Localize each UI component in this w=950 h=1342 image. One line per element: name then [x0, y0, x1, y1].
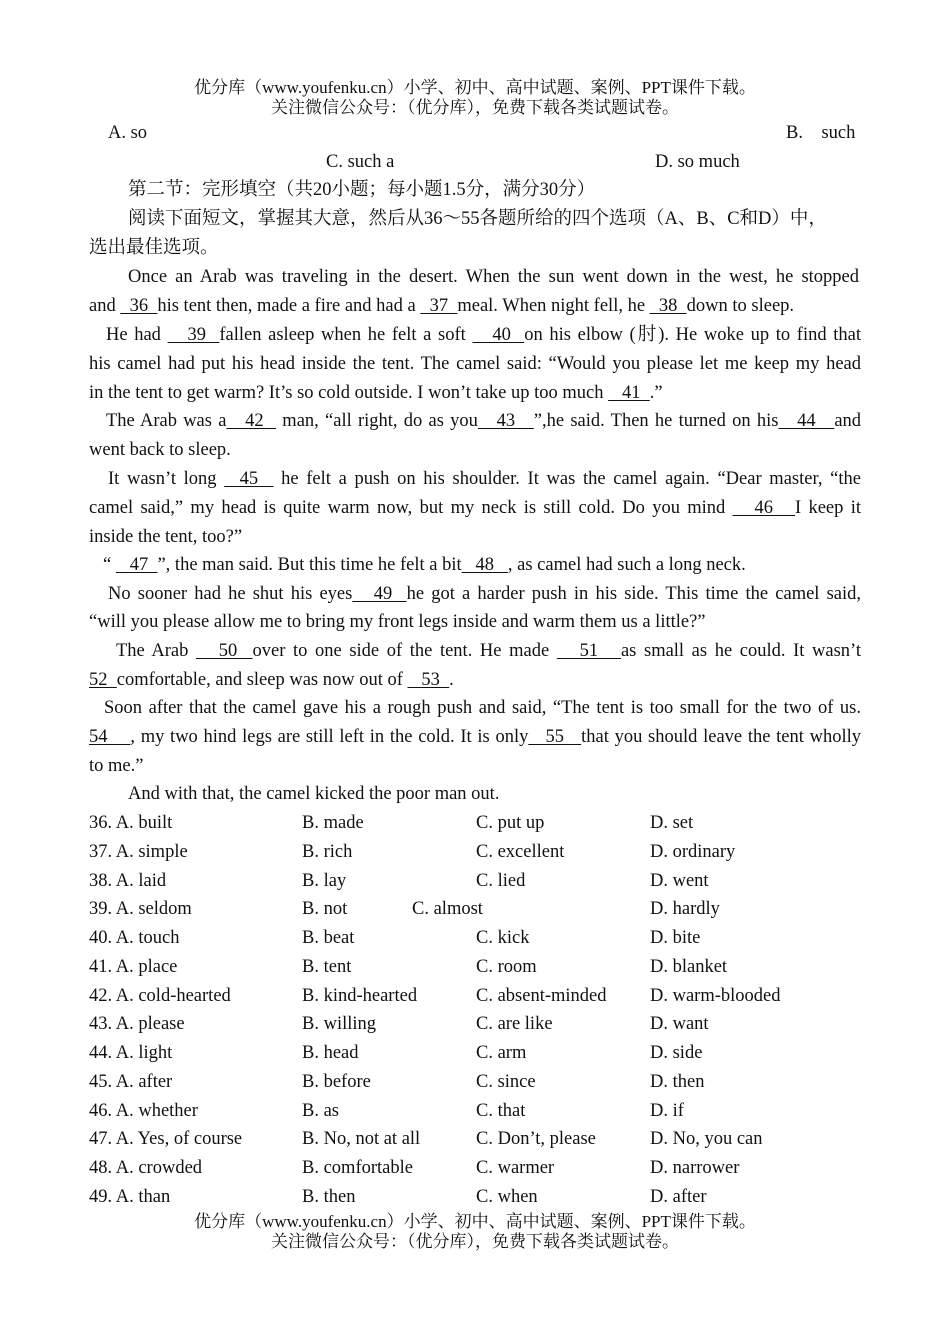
passage-line: camel said,” my head is quite warm now, but my neck is still cold. Do you mind 46 I keep it: [89, 498, 861, 518]
blank-54: 54: [89, 727, 131, 747]
question-option-b: B. kind-hearted: [302, 985, 418, 1006]
passage-line: in the tent to get warm? It’s so cold outside. I won’t take up too much 41 .”: [89, 383, 663, 403]
passage-line: The Arab 50 over to one side of the tent. He made 51 as small as he could. It wasn’t: [116, 641, 862, 661]
blank-44: 44: [778, 411, 835, 431]
question-option-b: B. as: [302, 1100, 339, 1121]
question-option-d: D. went: [650, 870, 709, 891]
section-title: 第二节：完形填空（共20小题；每小题1.5分，满分30分）: [128, 180, 596, 200]
question-option-b: B. No, not at all: [302, 1129, 421, 1150]
question-option-b: B. not: [302, 899, 348, 920]
footer-line-2: 关注微信公众号：（优分库），免费下载各类试题试卷。: [271, 1232, 679, 1251]
question-option-d: D. set: [650, 813, 694, 833]
question-option-d: D. warm-blooded: [650, 985, 781, 1006]
passage-line: He had 39 fallen asleep when he felt a soft 40 on his elbow (肘). He woke up to find that: [106, 325, 862, 345]
question-option-c: C. room: [476, 956, 537, 977]
question-option-b: B. comfortable: [302, 1158, 413, 1178]
question-option-c: C. lied: [476, 870, 526, 891]
question-option-b: B. tent: [302, 956, 352, 977]
question-option-b: B. then: [302, 1186, 356, 1207]
passage-line: “will you please allow me to bring my front legs inside and warm them us a little?”: [89, 612, 706, 632]
question-option-c: C. when: [476, 1186, 538, 1207]
question-option-a: 45. A. after: [89, 1071, 173, 1092]
question-option-a: 48. A. crowded: [89, 1158, 203, 1178]
section-instruction-cont: 选出最佳选项。: [89, 238, 219, 258]
question-option-a: 41. A. place: [89, 956, 178, 977]
question-option-a: 40. A. touch: [89, 928, 180, 948]
question-option-b: B. rich: [302, 841, 353, 862]
question-option-c: C. warmer: [476, 1158, 555, 1178]
blank-38: 38: [649, 296, 687, 316]
passage-line: and 36 his tent then, made a fire and had a 37 meal. When night fell, he 38 down to sleep.: [89, 296, 795, 316]
question-option-d: D. then: [650, 1071, 705, 1092]
question-option-d: D. if: [650, 1100, 684, 1121]
passage-line: to me.”: [89, 756, 144, 776]
blank-47: 47: [115, 555, 158, 575]
question-option-a: 36. A. built: [89, 813, 173, 833]
prev-option-a: A. so: [108, 123, 148, 143]
question-option-a: 43. A. please: [89, 1014, 185, 1035]
question-option-c: C. are like: [476, 1014, 553, 1035]
question-option-d: D. blanket: [650, 956, 728, 977]
blank-51: 51: [556, 641, 621, 661]
blank-46: 46: [732, 498, 795, 518]
passage-line: No sooner had he shut his eyes 49 he got a harder push in his side. This time the camel said,: [108, 584, 862, 604]
question-option-d: D. hardly: [650, 899, 720, 920]
footer-line-1: 优分库（www.youfenku.cn）小学、初中、高中试题、案例、PPT课件下载。: [194, 1212, 756, 1231]
question-option-c: C. that: [476, 1100, 526, 1121]
question-option-a: 44. A. light: [89, 1043, 173, 1063]
blank-42: 42: [226, 411, 277, 431]
question-option-a: 38. A. laid: [89, 870, 167, 891]
passage-line: Once an Arab was traveling in the desert. When the sun went down in the west, he stopped: [128, 267, 859, 287]
header-line-2: 关注微信公众号：（优分库），免费下载各类试题试卷。: [271, 98, 679, 117]
question-option-c: C. absent-minded: [476, 985, 607, 1006]
question-option-a: 39. A. seldom: [89, 899, 192, 920]
passage-line: inside the tent, too?”: [89, 527, 243, 547]
question-option-a: 37. A. simple: [89, 841, 188, 862]
blank-43: 43: [477, 411, 534, 431]
prev-option-d: D. so much: [655, 152, 740, 172]
question-option-c: C. kick: [476, 928, 530, 948]
question-option-c: C. Don’t, please: [476, 1129, 596, 1150]
blank-50: 50: [195, 641, 253, 661]
blank-45: 45: [224, 469, 274, 489]
prev-option-c: C. such a: [326, 152, 395, 172]
blank-55: 55: [528, 727, 582, 747]
question-option-d: D. ordinary: [650, 841, 736, 862]
question-option-b: B. before: [302, 1071, 371, 1092]
blank-37: 37: [420, 296, 458, 316]
question-option-b: B. willing: [302, 1014, 377, 1035]
question-option-c: C. arm: [476, 1043, 527, 1063]
question-option-d: D. narrower: [650, 1158, 740, 1178]
passage-line: 52 comfortable, and sleep was now out of 53 .: [89, 670, 454, 690]
passage-line: went back to sleep.: [89, 440, 231, 460]
prev-option-b: B. such: [786, 123, 856, 143]
question-option-a: 42. A. cold-hearted: [89, 985, 231, 1006]
question-option-a: 47. A. Yes, of course: [89, 1129, 243, 1150]
section-instruction: 阅读下面短文，掌握其大意，然后从36～55各题所给的四个选项（A、B、C和D）中，: [128, 209, 827, 229]
question-option-d: D. No, you can: [650, 1129, 763, 1150]
blank-39: 39: [167, 325, 220, 345]
question-option-b: B. head: [302, 1043, 359, 1063]
passage-line: And with that, the camel kicked the poor man out.: [128, 784, 500, 804]
question-option-c: C. put up: [476, 813, 545, 833]
blank-49: 49: [352, 584, 407, 604]
blank-52: 52: [89, 670, 117, 690]
question-option-d: D. bite: [650, 928, 701, 948]
blank-40: 40: [472, 325, 525, 345]
question-option-b: B. beat: [302, 928, 355, 948]
question-option-c: C. since: [476, 1071, 536, 1092]
header-line-1: 优分库（www.youfenku.cn）小学、初中、高中试题、案例、PPT课件下载。: [194, 78, 756, 97]
blank-53: 53: [407, 670, 450, 690]
blank-48: 48: [461, 555, 508, 575]
question-option-c: C. almost: [412, 899, 483, 920]
passage-line: “ 47 ”, the man said. But this time he felt a bit 48 , as camel had such a long neck.: [103, 555, 746, 575]
question-option-a: 46. A. whether: [89, 1100, 198, 1121]
passage-line: Soon after that the camel gave his a rough push and said, “The tent is too small for the two of us.: [104, 698, 861, 718]
question-option-b: B. made: [302, 813, 364, 833]
question-option-c: C. excellent: [476, 841, 565, 862]
question-option-b: B. lay: [302, 870, 347, 891]
question-option-d: D. want: [650, 1014, 709, 1035]
question-option-d: D. side: [650, 1043, 703, 1063]
passage-line: his camel had put his head inside the tent. The camel said: “Would you please let me keep my head: [89, 354, 861, 374]
passage-line: It wasn’t long 45 he felt a push on his shoulder. It was the camel again. “Dear master, “the: [108, 469, 861, 489]
passage-line: 54 , my two hind legs are still left in the cold. It is only 55 that you should leave the tent wholly: [89, 727, 862, 747]
question-option-a: 49. A. than: [89, 1186, 171, 1207]
passage-line: The Arab was a 42 man, “all right, do as you 43 ”,he said. Then he turned on his 44 and: [106, 411, 862, 431]
blank-41: 41: [608, 383, 650, 403]
blank-36: 36: [120, 296, 158, 316]
question-option-d: D. after: [650, 1186, 707, 1207]
